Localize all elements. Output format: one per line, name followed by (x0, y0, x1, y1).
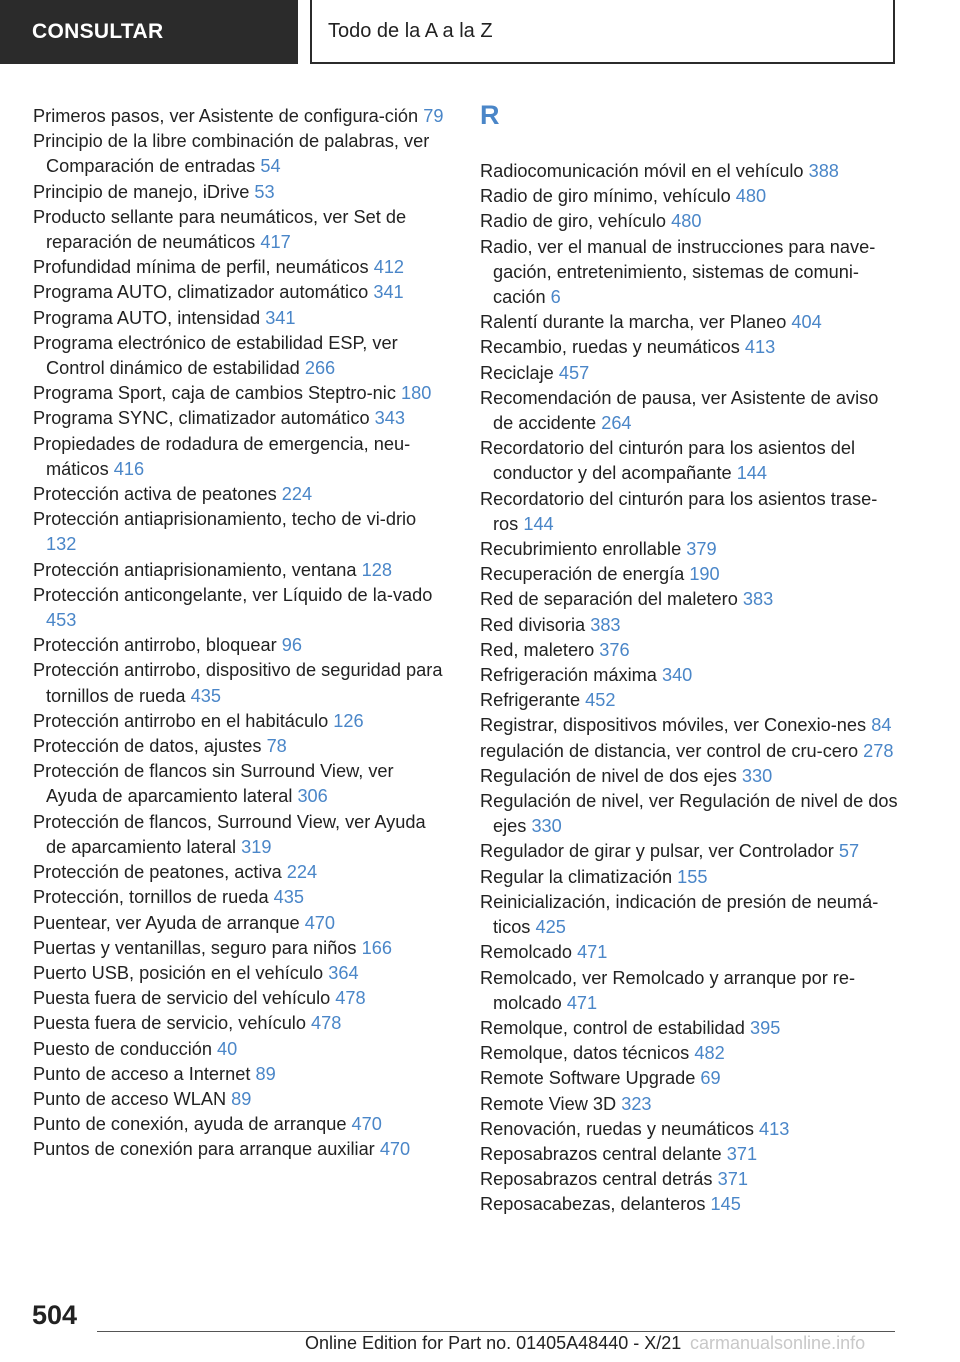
entry-text: Protección antirrobo, dispositivo de seguridad para tornillos de rueda (33, 660, 443, 706)
entry-text: Red, maletero (480, 639, 595, 660)
index-entry (480, 789, 900, 839)
index-entry (33, 432, 448, 482)
index-column-left (33, 104, 448, 1163)
page-link[interactable]: 323 (621, 1093, 652, 1114)
page-link[interactable]: 84 (871, 715, 892, 736)
index-entry (33, 306, 448, 331)
page-link[interactable]: 166 (361, 937, 392, 958)
page-link[interactable]: 144 (523, 513, 554, 534)
page-link[interactable]: 425 (535, 917, 566, 938)
page-link[interactable]: 54 (260, 156, 281, 177)
page-link[interactable]: 57 (838, 841, 860, 862)
entry-text: Radio, ver el manual de instrucciones para nave‐gación, entretenimiento, sistemas de comuni‐cación (480, 236, 876, 308)
entry-text: Renovación, ruedas y neumáticos (480, 1118, 754, 1139)
page-link[interactable]: 78 (266, 736, 287, 757)
index-entry (33, 734, 448, 759)
page-link[interactable]: 132 (46, 534, 77, 555)
entry-text: Protección antirrobo en el habitáculo (33, 710, 329, 731)
entry-text: Programa Sport, caja de cambios Steptro‐nic (33, 383, 396, 404)
entry-text: Producto sellante para neumáticos, ver Set de reparación de neumáticos (33, 206, 407, 253)
index-entry (33, 129, 448, 179)
page-link[interactable]: 452 (585, 690, 616, 711)
page-link[interactable]: 395 (749, 1017, 781, 1038)
index-entry (480, 335, 900, 360)
index-entry (33, 633, 448, 658)
index-entry (33, 911, 448, 936)
section-label: CONSULTAR (32, 20, 164, 43)
index-entry (480, 613, 900, 638)
page-link[interactable]: 470 (351, 1114, 382, 1135)
page-link[interactable]: 306 (297, 786, 328, 807)
page-link[interactable]: 144 (736, 463, 768, 484)
page-link[interactable]: 482 (694, 1043, 725, 1064)
index-entry (33, 104, 448, 129)
entry-text: Programa SYNC, climatizador automático (33, 408, 370, 429)
page-link[interactable]: 480 (671, 211, 702, 232)
index-entry (33, 180, 448, 205)
page-link[interactable]: 40 (217, 1038, 238, 1059)
entry-text: Recordatorio del cinturón para los asientos del conductor y del acompañante (480, 438, 856, 484)
page-link[interactable]: 376 (599, 639, 630, 660)
entry-text: Recubrimiento enrollable (480, 539, 682, 560)
page-link[interactable]: 371 (717, 1169, 748, 1190)
page-link[interactable]: 470 (379, 1139, 411, 1160)
entry-text: regulación de distancia, ver control de cru‐cero (480, 740, 859, 761)
entry-text: Protección activa de peatones (33, 484, 277, 505)
index-entry (33, 860, 448, 885)
entry-text: Puertas y ventanillas, seguro para niños (33, 937, 357, 958)
page-link[interactable]: 89 (231, 1088, 252, 1109)
entry-text: Radio de giro, vehículo (480, 211, 667, 232)
page-link[interactable]: 341 (265, 307, 296, 328)
page-link[interactable]: 264 (601, 413, 632, 434)
index-entry (480, 1066, 900, 1091)
entry-text: Puesta fuera de servicio, vehículo (33, 1013, 306, 1034)
index-column-right (480, 159, 900, 1218)
entry-text: Profundidad mínima de perfil, neumáticos (33, 257, 369, 278)
entry-text: Remolcado (480, 942, 572, 963)
index-entry (33, 986, 448, 1011)
page-link[interactable]: 364 (328, 962, 359, 983)
page-link[interactable]: 180 (400, 383, 432, 404)
index-entry (33, 507, 448, 557)
index-entry (33, 961, 448, 986)
index-entry (480, 361, 900, 386)
entry-text: Refrigeración máxima (480, 665, 657, 686)
page-link[interactable]: 53 (254, 181, 275, 202)
entry-text: Reposabrazos central detrás (480, 1169, 713, 1190)
index-entry (480, 739, 900, 764)
entry-text: Principio de la libre combinación de palabras, ver Comparación de entradas (33, 131, 430, 177)
entry-text: Punto de acceso WLAN (33, 1088, 227, 1109)
index-entry (480, 865, 900, 890)
page-link[interactable]: 155 (677, 866, 708, 887)
page-link[interactable]: 383 (590, 614, 621, 635)
page-link[interactable]: 480 (735, 186, 767, 207)
index-entry (480, 1167, 900, 1192)
index-entry (480, 688, 900, 713)
entry-text: Remote Software Upgrade (480, 1068, 696, 1089)
entry-text: Protección de datos, ajustes (33, 736, 262, 757)
page-link[interactable]: 6 (550, 287, 561, 308)
page-link[interactable]: 413 (759, 1118, 790, 1139)
index-entry (33, 1062, 448, 1087)
index-entry (480, 562, 900, 587)
index-entry (33, 558, 448, 583)
page-link[interactable]: 471 (577, 942, 608, 963)
index-entry (480, 587, 900, 612)
entry-text: Puentear, ver Ayuda de arranque (33, 912, 300, 933)
index-entry (480, 839, 900, 864)
index-entry (33, 1011, 448, 1036)
index-entry (33, 1137, 448, 1162)
index-entry (480, 940, 900, 965)
page-link[interactable]: 145 (710, 1194, 741, 1215)
entry-text: Ralentí durante la marcha, ver Planeo (480, 312, 787, 333)
index-entry (33, 280, 448, 305)
entry-text: Regulador de girar y pulsar, ver Controlador (480, 841, 834, 862)
index-entry (480, 966, 900, 1016)
entry-text: Remolque, control de estabilidad (480, 1017, 745, 1038)
entry-text: Recambio, ruedas y neumáticos (480, 337, 740, 358)
entry-text: Remolcado, ver Remolcado y arranque por re‐molcado (480, 967, 856, 1013)
entry-text: Regular la climatización (480, 866, 673, 887)
index-entry (480, 386, 900, 436)
page-number: 504 (32, 1300, 78, 1330)
index-entry (480, 209, 900, 234)
page-link[interactable]: 89 (255, 1063, 276, 1084)
page-link[interactable]: 224 (286, 862, 318, 883)
entry-text: Protección antirrobo, bloquear (33, 635, 277, 656)
entry-text: Puesto de conducción (33, 1038, 212, 1059)
index-entry (480, 663, 900, 688)
index-entry (33, 1087, 448, 1112)
entry-text: Radio de giro mínimo, vehículo (480, 186, 731, 207)
entry-text: Protección antiaprisionamiento, techo de vi‐drio (33, 509, 417, 530)
index-entry (33, 381, 448, 406)
entry-text: Programa AUTO, climatizador automático (33, 282, 369, 303)
entry-text: Regulación de nivel, ver Regulación de nivel de dos ejes (480, 791, 898, 837)
page-link[interactable]: 413 (744, 337, 776, 358)
entry-text: Punto de acceso a Internet (33, 1063, 251, 1084)
page-link[interactable]: 278 (863, 740, 894, 761)
index-entry (33, 936, 448, 961)
index-entry (480, 1192, 900, 1217)
entry-text: Propiedades de rodadura de emergencia, neu‐máticos (33, 433, 411, 479)
page-link[interactable]: 471 (566, 992, 598, 1013)
index-entry (33, 709, 448, 734)
page-link[interactable]: 478 (311, 1013, 342, 1034)
page-link[interactable]: 412 (373, 257, 405, 278)
entry-text: Registrar, dispositivos móviles, ver Conexio‐nes (480, 715, 867, 736)
entry-text: Regulación de nivel de dos ejes (480, 765, 737, 786)
page-link[interactable]: 224 (281, 484, 313, 505)
index-entry (33, 810, 448, 860)
index-entry (480, 184, 900, 209)
index-entry (33, 1037, 448, 1062)
entry-text: Radiocomunicación móvil en el vehículo (480, 161, 804, 181)
entry-text: Protección antiaprisionamiento, ventana (33, 559, 357, 580)
index-entry (33, 658, 448, 708)
edition-text: Online Edition for Part no. 01405A48440 - X/21 (305, 1333, 682, 1353)
index-entry (480, 1117, 900, 1142)
entry-text: Puerto USB, posición en el vehículo (33, 962, 324, 983)
page-link[interactable]: 128 (361, 559, 392, 580)
page-link[interactable]: 470 (304, 912, 336, 933)
page-link[interactable]: 319 (241, 836, 272, 857)
page-link[interactable]: 341 (373, 282, 404, 303)
section-tab (0, 0, 298, 64)
index-entry (33, 205, 448, 255)
entry-text: Protección de flancos, Surround View, ver Ayuda de aparcamiento lateral (33, 811, 426, 857)
page-link[interactable]: 457 (558, 362, 590, 383)
index-entry (480, 1092, 900, 1117)
entry-text: Red de separación del maletero (480, 589, 738, 610)
page-header (0, 0, 960, 66)
index-entry (33, 331, 448, 381)
index-entry (480, 890, 900, 940)
entry-text: Reciclaje (480, 362, 554, 383)
index-entry (480, 1142, 900, 1167)
footer-divider (97, 1331, 895, 1332)
entry-text: Protección de flancos sin Surround View, ver Ayuda de aparcamiento lateral (33, 761, 394, 807)
entry-text: Recuperación de energía (480, 564, 685, 585)
index-entry (480, 235, 900, 311)
index-entry (33, 1112, 448, 1137)
page-link[interactable]: 416 (113, 458, 145, 479)
page-link[interactable]: 453 (46, 610, 77, 631)
page-link[interactable]: 404 (791, 312, 822, 333)
index-entry (33, 482, 448, 507)
entry-text: Recordatorio del cinturón para los asientos trase‐ros (480, 488, 878, 534)
entry-text: Puesta fuera de servicio del vehículo (33, 988, 331, 1009)
index-entry (33, 406, 448, 431)
index-entry (480, 436, 900, 486)
entry-text: Punto de conexión, ayuda de arranque (33, 1114, 347, 1135)
entry-text: Protección, tornillos de rueda (33, 887, 269, 908)
watermark: carmanualsonline.info (690, 1333, 866, 1353)
index-entry (33, 583, 448, 633)
chapter-title: Todo de la A a la Z (328, 19, 493, 42)
index-entry (480, 638, 900, 663)
index-entry (480, 159, 900, 184)
entry-text: Programa AUTO, intensidad (33, 307, 261, 328)
entry-text: Remote View 3D (480, 1093, 617, 1114)
page-link[interactable]: 343 (374, 408, 406, 429)
entry-text: Protección anticongelante, ver Líquido de la‐vado (33, 584, 433, 605)
page-link[interactable]: 478 (335, 988, 366, 1009)
entry-text: Reposabrazos central delante (480, 1143, 722, 1164)
entry-text: Protección de peatones, activa (33, 862, 282, 883)
page-link[interactable]: 190 (689, 564, 720, 585)
page-link[interactable]: 126 (333, 710, 364, 731)
entry-text: Programa electrónico de estabilidad ESP, ver Control dinámico de estabilidad (33, 332, 398, 379)
page-link[interactable]: 69 (700, 1068, 721, 1089)
page-link[interactable]: 96 (281, 635, 302, 656)
entry-text: Red divisoria (480, 614, 586, 635)
entry-text: Puntos de conexión para arranque auxiliar (33, 1139, 375, 1160)
index-entry (480, 1041, 900, 1066)
entry-text: Reinicialización, indicación de presión de neumá‐ticos (480, 891, 879, 938)
page-link[interactable]: 417 (260, 232, 291, 253)
entry-text: Recomendación de pausa, ver Asistente de aviso de accidente (480, 387, 879, 434)
page-link[interactable]: 330 (531, 816, 562, 837)
index-entry (480, 713, 900, 738)
page-link[interactable]: 383 (742, 589, 774, 610)
page-link[interactable]: 388 (808, 161, 839, 181)
index-entry (480, 764, 900, 789)
index-entry (480, 1016, 900, 1041)
letter-heading: R (480, 100, 500, 130)
entry-text: Reposacabezas, delanteros (480, 1194, 706, 1215)
index-entry (33, 885, 448, 910)
entry-text: Principio de manejo, iDrive (33, 181, 250, 202)
chapter-tab (310, 0, 895, 64)
entry-text: Remolque, datos técnicos (480, 1043, 690, 1064)
page-link[interactable]: 330 (741, 765, 773, 786)
index-entry (480, 537, 900, 562)
page-link[interactable]: 340 (661, 665, 693, 686)
entry-text: Refrigerante (480, 690, 581, 711)
page-link[interactable]: 266 (304, 358, 336, 379)
page-link[interactable]: 435 (190, 685, 221, 706)
index-entry (480, 487, 900, 537)
page-link[interactable]: 379 (686, 539, 717, 560)
index-entry (33, 759, 448, 809)
index-entry (33, 255, 448, 280)
page-link[interactable]: 435 (273, 887, 304, 908)
index-entry (480, 310, 900, 335)
page-link[interactable]: 371 (726, 1143, 758, 1164)
page-link[interactable]: 79 (423, 106, 444, 126)
entry-text: Primeros pasos, ver Asistente de configura‐ción (33, 106, 419, 126)
